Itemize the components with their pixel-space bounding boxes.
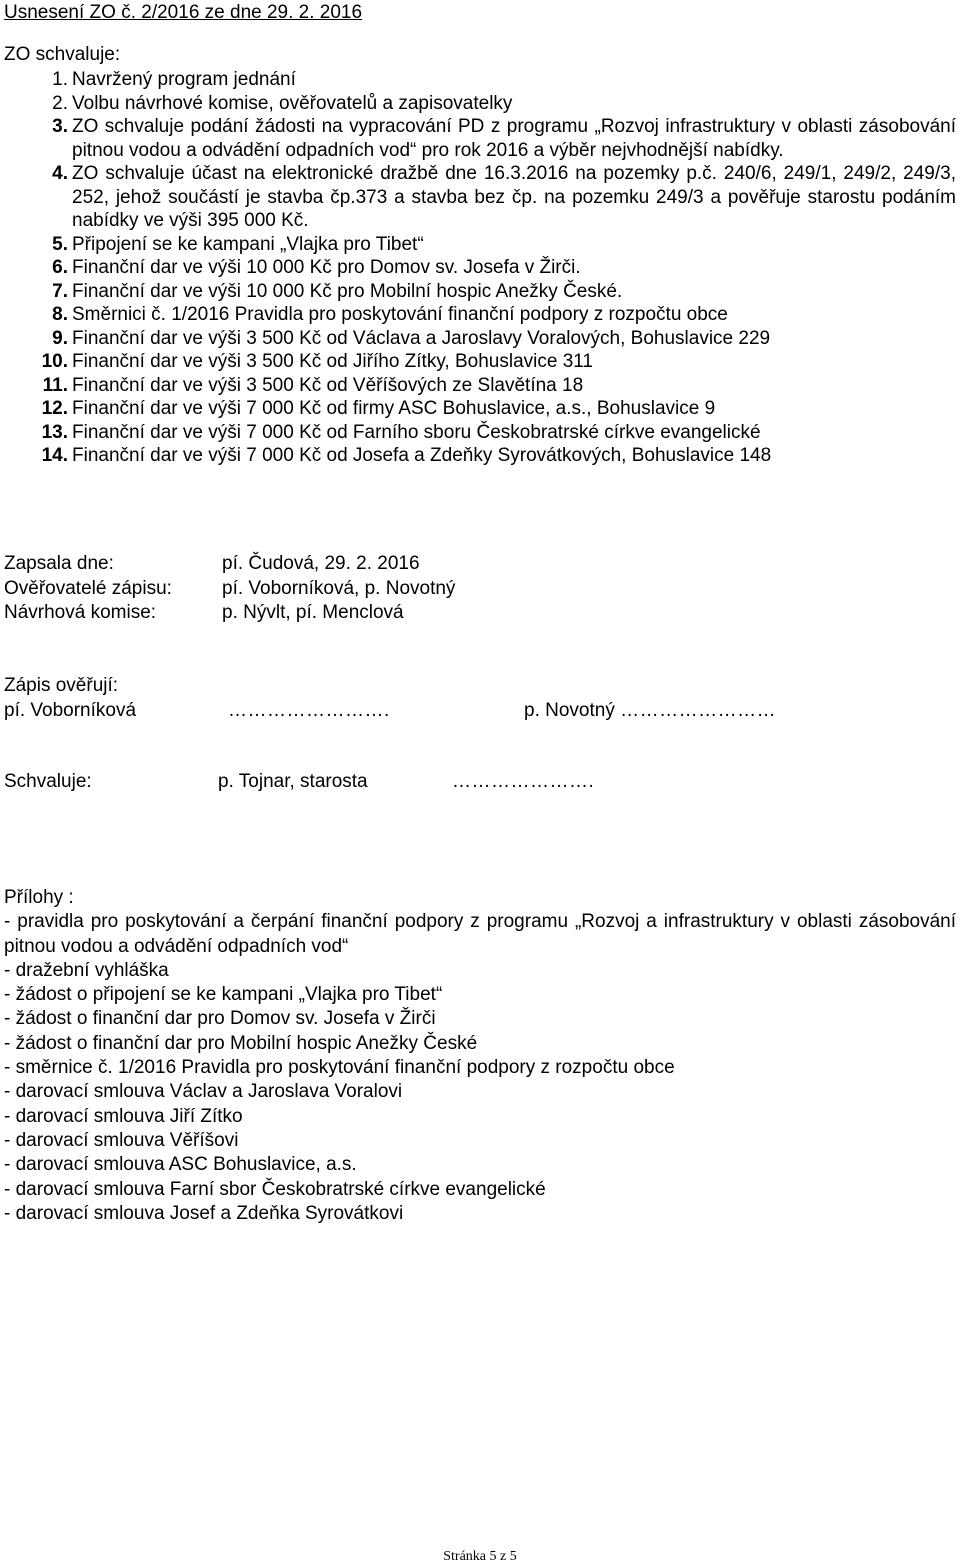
item-text: ZO schvaluje účast na elektronické dražbě dne 16.3.2016 na pozemky p.č. 240/6, 249/1, 249/2, 249/3, 252, jehož součástí je stavba čp.373 a stavba bez čp. na pozemku 249/3 a pověřuje starostu podáním nabídky ve výši 395 000 Kč. xyxy=(72,163,956,231)
item-number: 3. xyxy=(52,116,68,137)
list-item xyxy=(0,162,956,233)
attachment-item: - žádost o finanční dar pro Domov sv. Josefa v Žirči xyxy=(4,1008,436,1030)
verifier-2-signature xyxy=(524,699,776,723)
attachment-item: - směrnice č. 1/2016 Pravidla pro poskytování finanční podpory z rozpočtu obce xyxy=(4,1057,675,1079)
item-text: Volbu návrhové komise, ověřovatelů a zapisovatelky xyxy=(72,92,513,114)
verifier-2-name: p. Novotný xyxy=(524,700,615,721)
item-text: Finanční dar ve výši 3 500 Kč od Jiřího Zítky, Bohuslavice 311 xyxy=(72,351,593,372)
attachment-item: - darovací smlouva ASC Bohuslavice, a.s. xyxy=(4,1154,357,1176)
item-text: Směrnici č. 1/2016 Pravidla pro poskytování finanční podpory z rozpočtu obce xyxy=(72,304,728,325)
item-number: 10. xyxy=(41,351,68,372)
list-item xyxy=(0,303,956,327)
verifier-1-signature-line xyxy=(228,699,390,723)
item-number: 7. xyxy=(52,280,68,302)
item-text: Finanční dar ve výši 10 000 Kč pro Domov sv. Josefa v Žirči. xyxy=(72,257,581,278)
attachment-item: - darovací smlouva Václav a Jaroslava Voralovi xyxy=(4,1081,403,1103)
attachment-item: - darovací smlouva Jiří Zítko xyxy=(4,1105,243,1127)
verifiers-label: Ověřovatelé zápisu: xyxy=(4,578,172,599)
signature-dots: ……………………. xyxy=(228,700,390,721)
list-item xyxy=(0,350,956,374)
approval-label: Schvaluje: xyxy=(4,771,92,792)
item-number: 14. xyxy=(41,445,68,466)
committee-row xyxy=(4,601,404,625)
recorded-by-label: Zapsala dne: xyxy=(4,553,114,574)
page-footer: Stránka 5 z 5 xyxy=(443,1549,517,1564)
item-text: Finanční dar ve výši 3 500 Kč od Václava a Jaroslavy Voralových, Bohuslavice 229 xyxy=(72,327,771,349)
committee-value: p. Nývlt, pí. Menclová xyxy=(222,602,404,623)
attachment-item: - darovací smlouva Josef a Zdeňka Syrovátkovi xyxy=(4,1202,404,1224)
item-number: 12. xyxy=(41,398,68,419)
attachment-item: - pravidla pro poskytování a čerpání finanční podpory z programu „Rozvoj a infrastruktury v oblasti zásobování pitnou vodou a odvádění odpadních vod“ xyxy=(4,911,956,957)
signature-dots: …………………. xyxy=(452,771,595,792)
recorded-by-row xyxy=(4,552,420,576)
approves-label: ZO schvaluje: xyxy=(4,44,121,65)
document-heading: Usnesení ZO č. 2/2016 ze dne 29. 2. 2016 xyxy=(4,2,363,23)
attachment-item: - darovací smlouva Farní sbor Českobratrské církve evangelické xyxy=(4,1178,546,1200)
attachments-label: Přílohy : xyxy=(4,887,74,908)
list-item xyxy=(0,256,956,280)
list-item xyxy=(0,327,956,351)
attachment-item: - darovací smlouva Věříšovi xyxy=(4,1129,239,1151)
verification-label: Zápis ověřují: xyxy=(4,675,119,696)
item-number: 2. xyxy=(52,92,68,114)
list-item xyxy=(0,280,956,304)
approver-name: p. Tojnar, starosta xyxy=(218,771,368,792)
item-number: 6. xyxy=(52,257,68,278)
item-text: Finanční dar ve výši 10 000 Kč pro Mobilní hospic Anežky České. xyxy=(72,280,623,302)
item-number: 11. xyxy=(42,374,68,396)
item-text: Připojení se ke kampani „Vlajka pro Tibet“ xyxy=(72,233,424,255)
verifier-1-name: pí. Voborníková xyxy=(4,700,137,721)
attachment-item: - dražební vyhláška xyxy=(4,959,169,981)
list-item xyxy=(0,444,956,468)
item-number: 5. xyxy=(52,233,68,255)
list-item xyxy=(0,374,956,398)
verification-signatures xyxy=(4,699,136,723)
item-number: 8. xyxy=(52,304,68,325)
attachment-item: - žádost o připojení se ke kampani „Vlajka pro Tibet“ xyxy=(4,984,443,1006)
item-text: Finanční dar ve výši 7 000 Kč od firmy ASC Bohuslavice, a.s., Bohuslavice 9 xyxy=(72,398,716,419)
item-number: 1. xyxy=(52,69,68,90)
item-text: Navržený program jednání xyxy=(72,69,296,90)
list-item xyxy=(0,115,956,162)
list-item xyxy=(0,421,956,445)
list-item xyxy=(0,397,956,421)
list-item xyxy=(0,92,956,116)
approval-signature xyxy=(218,770,368,794)
item-number: 13. xyxy=(41,421,68,443)
recorded-by-value: pí. Čudová, 29. 2. 2016 xyxy=(222,553,420,574)
list-item xyxy=(0,68,956,92)
verifiers-row xyxy=(4,577,455,601)
committee-label: Návrhová komise: xyxy=(4,602,157,623)
item-text: Finanční dar ve výši 3 500 Kč od Věříšových ze Slavětína 18 xyxy=(72,374,584,396)
signature-dots: …………………… xyxy=(620,700,777,721)
approval-signature-line xyxy=(452,770,594,794)
item-number: 4. xyxy=(52,163,68,184)
resolution-list xyxy=(0,68,956,468)
item-number: 9. xyxy=(52,327,68,349)
attachments-section xyxy=(4,886,956,1226)
item-text: Finanční dar ve výši 7 000 Kč od Farního sboru Českobratrské církve evangelické xyxy=(72,421,761,443)
attachment-item: - žádost o finanční dar pro Mobilní hospic Anežky České xyxy=(4,1032,478,1054)
list-item xyxy=(0,233,956,257)
verifiers-value: pí. Voborníková, p. Novotný xyxy=(222,578,456,599)
item-text: Finanční dar ve výši 7 000 Kč od Josefa a Zdeňky Syrovátkových, Bohuslavice 148 xyxy=(72,445,772,466)
item-text: ZO schvaluje podání žádosti na vypracování PD z programu „Rozvoj infrastruktury v oblasti zásobování pitnou vodou a odvádění odpadních vod“ pro rok 2016 a výběr nejvhodnější nabídky. xyxy=(72,116,956,161)
